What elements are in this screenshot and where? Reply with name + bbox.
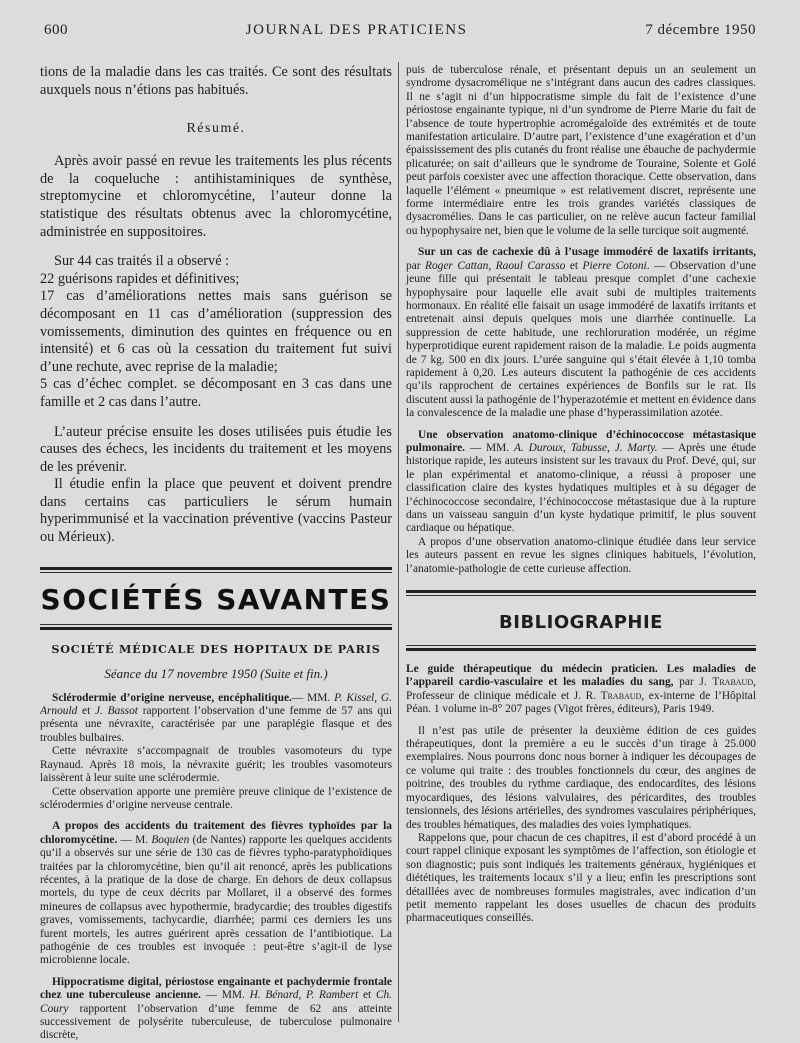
- report-title: Une observation anatomo-clinique d’échinococcose métastasique pulmonaire.: [406, 428, 756, 454]
- book-author: Trabaud: [712, 676, 754, 689]
- article-conclusion: [40, 64, 392, 547]
- running-header: [44, 22, 756, 44]
- column-divider: [398, 62, 399, 1022]
- report-title: Sclérodermie d’origine nerveuse, encéphalitique.: [52, 691, 292, 704]
- right-column: [406, 64, 756, 926]
- page-number: 600: [44, 22, 68, 38]
- resume-list-item: 17 cas d’améliorations nettes mais sans guérison se décomposant en 11 cas d’amélioration (suppression des vomissements, diminution des quintes en fréquence ou en intensité) et 6 cas où la cessation du traitement fut suivi d’une rechute, avec reprise de la maladie;: [40, 288, 392, 375]
- society-reports: [40, 692, 392, 1043]
- book-author: Trabaud: [600, 689, 642, 702]
- report-paragraph: Sclérodermie d’origine nerveuse, encéphalitique.— MM. P. Kissel, G. Arnould et J. Bassot rapportent l’observation d’une femme de 57 ans qui présenta une névraxite, caractérisée par une paraplégie flasque et des troubles bulbaires.: [40, 691, 392, 744]
- report-paragraph: A propos des accidents du traitement des fièvres typhoïdes par la chloromycétine. — M. Boquien (de Nantes) rapporte les quelques accidents qu’il a observés sur une série de 130 cas de fièvres typho-paratyphoïdiques traitées par la chloromycétine, bien qu’il ait renoncé, après les publications récentes, à la pratique de la dose de charge. En dehors de deux collapsus mortels, du type de ceux décrits par Mollaret, il a observé des formes mineures de collapsus avec hypothermie, bradycardie; des troubles digestifs graves, vomissements, tachycardie, diarrhée; parmi ces derniers les uns furent mortels, les autres guérirent après cessation de l’antibiotique. La pathogénie de ces troubles est invoquée : peut-être s’agit-il de lyse microbienne locale.: [40, 820, 392, 967]
- book-review: [406, 663, 756, 926]
- report-paragraph: Hippocratisme digital, périostose engainante et pachydermie frontale chez une tuberculeuse ancienne. — MM. H. Bénard, P. Rambert et Ch. Coury rapportent l’observation d’une femme de 62 ans atteinte successivement de polysérite tuberculeuse, de tuberculose pulmonaire discrète,: [40, 975, 393, 1042]
- resume-list-item: 22 guérisons rapides et définitives;: [40, 270, 240, 287]
- review-paragraph: Le guide thérapeutique du médecin praticien. Les maladies de l’appareil cardio-vasculaire et les maladies du sang, par J. Trabaud, Professeur de clinique médicale et J. R. Trabaud, ex-interne de l’Hôpital Péan. 1 volume in-8° 207 pages (Vigot frères, éditeurs), Paris 1949.: [406, 663, 756, 716]
- resume-heading: Résumé.: [186, 121, 246, 137]
- review-paragraph: Il n’est pas utile de présenter la deuxième édition de ces guides thérapeutiques, dont la première a eu le succès d’un tirage à 25.000 exemplaires. Nous pourrons donc nous borner à indiquer les découpages de ce volume qui traite : des troubles fonctionnels du cœur, des angines de poitrine, des troubles du rythme cardiaque, des endocardites, des lésions myocardiques, des lésions valvulaires, des péricardites, des troubles tensionnels, des lésions artérielles, des syndromes vasculaires périphériques, des troubles hématiques, des maladies des voies lymphatiques.: [406, 724, 756, 831]
- report-authors: Pierre Cotoni: [582, 259, 647, 272]
- resume-paragraph: Il étudie enfin la place que peuvent et doivent prendre dans certains cas particuliers le sérum humain hyperimmunisé et la vaccination préventive (vaccins Pasteur ou Mérieux).: [40, 476, 392, 546]
- banner-rule: [40, 627, 392, 630]
- report-authors: Roger Cattan, Raoul Carasso: [425, 259, 566, 272]
- report-authors: H. Bénard, P. Rambert: [249, 989, 359, 1002]
- report-title: Hippocratisme digital, périostose engainante et pachydermie frontale chez une tuberculeuse ancienne.: [40, 975, 392, 1002]
- left-column: [40, 64, 392, 1043]
- report-authors: Ch. Coury: [40, 989, 393, 1015]
- banner-rule: [406, 595, 756, 596]
- report-paragraph: A propos d’une observation anatomo-clinique étudiée dans leur service les auteurs passent en revue les signes cliniques habituels, l’évolution, l’anatomie-pathologie de cette curieuse affection.: [406, 535, 756, 575]
- report-paragraph: Une observation anatomo-clinique d’échinococcose métastasique pulmonaire. — MM. A. Duroux, Tabusse, J. Marty. — Après une étude historique rapide, les auteurs insistent sur les travaux du Prof. Devé, qui, sur le plan expérimental et anatomo-clinique, a réussi à proposer une classification claire des kystes hydatiques multiples et à su dégager de l’échinococcose secondaire, l’échinococcose métastasique due à la rupture dans un vaisseau sanguin d’un kyste hydatique primitif, le plus souvent cardiaque ou hépatique.: [406, 428, 757, 535]
- book-title: Le guide thérapeutique du médecin praticien. Les maladies de l’appareil cardio-vasculaire et les maladies du sang,: [406, 663, 756, 689]
- report-paragraph: Cette névraxite s’accompagnait de troubles vasomoteurs du type Raynaud. Après 18 mois, la névraxite guérit; les troubles vasomoteurs laissèrent à leur suite une sclérodermie.: [40, 745, 392, 785]
- review-paragraph: Rappelons que, pour chacun de ces chapitres, il est d’abord procédé à un court rappel clinique exposant les symptômes de l’affection, son étiologie et son diagnostic; puis sont indiqués les traitements généraux, hygiéniques et diététiques, les traitements locaux s’il y a lieu; enfin les prescriptions sont détaillées avec de nombreuses formules magistrales, avec indication d’un petit memento rappelant les doses usuelles de chacun des produits pharmaceutiques conseillés.: [406, 831, 756, 925]
- resume-list-item: 5 cas d’échec complet. se décomposant en 3 cas dans une famille et 2 cas dans l’autre.: [40, 376, 392, 410]
- intro-paragraph: tions de la maladie dans les cas traités. Ce sont des résultats auxquels nous n’étions pas habitués.: [40, 64, 392, 98]
- journal-title: JOURNAL DES PRATICIENS: [245, 22, 468, 38]
- report-authors: P. Kissel, G. Arnould: [40, 691, 392, 718]
- report-paragraph: Sur un cas de cachexie dû à l’usage immodéré de laxatifs irritants, par Roger Cattan, Raoul Carasso et Pierre Cotoni. — Observation d’une jeune fille qui présentait le tableau presque complet d’une cachexie hypophysaire pour laquelle elle avait subi de multiples traitements hormonaux. En réalité elle faisait un usage immodéré de laxatifs irritants et entretenait ainsi depuis quelques mois une diarrhée continuelle. La suppression de cette habitude, une rechloruration modérée, un régime hyperprotidique eurent rapidement raison de la maladie. Le poids augmenta de 7 kg. 500 en dix jours. L’urée sanguine qui s’était élevée à 1,10 tomba rapidement à 0,20. Les auteurs discutent la pathogénie de ces accidents qu’ils rapprochent de certaines expériences de Bonfils sur le rat. Ils discutent aussi la pathogénie de l’hyperazotémie et mettent en évidence dans la convalescence de la maladie une phase d’hyperassimilation azotée.: [406, 246, 756, 420]
- report-authors: A. Duroux, Tabusse, J. Marty.: [514, 441, 658, 454]
- society-reports-continued: [406, 64, 756, 576]
- report-paragraph: puis de tuberculose rénale, et présentant depuis un an seulement un syndrome dysacromélique ne s’intégrant dans aucun des cadres classiques. Il ne s’agit ni d’un hippocratisme simple du fait de l’existence d’une périostose engainante typique, ni d’un syndrome de Pierre Marie du fait de l’absence de toute hypertrophie acromégaloïde des extrémités et de toute manifestation articulaire. D’autre part, l’existence d’une exagération et d’un épaississement des plis cutanés du front réalise une ébauche de pachydermie plicaturée; on sait d’ailleurs que le syndrome de Touraine, Solente et Golé peut parfois coexister avec une affection thoracique. Cette observation, dans laquelle l’élément « pneumique » est relativement discret, représente une forme intermédiaire entre les trois grandes variétés classiques de dysacromélies. Dans le cas particulier, on ne relève aucun facteur familial ou hypophysaire net, bien que le volume de la selle turcique soit augmenté.: [406, 64, 756, 237]
- report-authors: Boquien: [151, 833, 190, 846]
- bibliography-heading: BIBLIOGRAPHIE: [499, 612, 663, 634]
- report-paragraph: Cette observation apporte une première preuve clinique de l’existence de sclérodermies d’origine nerveuse centrale.: [40, 785, 392, 811]
- report-authors: J. Bassot: [94, 705, 138, 718]
- society-heading: SOCIÉTÉ MÉDICALE DES HOPITAUX DE PARIS: [51, 641, 381, 656]
- report-title: A propos des accidents du traitement des fièvres typhoïdes par la chloromycétine.: [40, 820, 392, 846]
- resume-paragraph: L’auteur précise ensuite les doses utilisées puis étudie les causes des échecs, les incidents du traitement et les moyens de les prévenir.: [40, 423, 392, 475]
- session-date: Séance du 17 novembre 1950 (Suite et fin.): [104, 665, 328, 681]
- section-banner: SOCIÉTÉS SAVANTES: [40, 582, 392, 616]
- resume-paragraph: Après avoir passé en revue les traitements les plus récents de la coqueluche : antihistaminiques de synthèse, streptomycine et chloromycétine, l’auteur donne la statistique des résultats obtenus avec la chloromycétine, administrée en suppositoires.: [40, 153, 392, 240]
- banner-rule: [40, 572, 392, 573]
- report-title: Sur un cas de cachexie dû à l’usage immodéré de laxatifs irritants,: [418, 246, 756, 259]
- issue-date: 7 décembre 1950: [645, 22, 756, 38]
- resume-paragraph: Sur 44 cas traités il a observé :: [54, 253, 230, 270]
